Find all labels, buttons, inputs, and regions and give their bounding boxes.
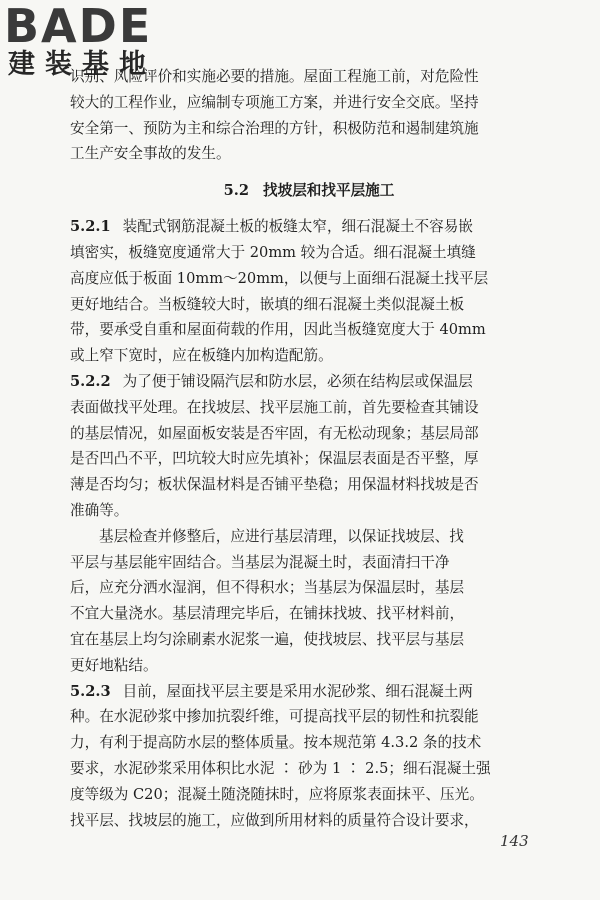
text-line: 表面做找平处理。在找坡层、找平层施工前，首先要检查其铺设 bbox=[70, 398, 479, 416]
text-line: 种。在水泥砂浆中掺加抗裂纤维，可提高找平层的韧性和抗裂能 bbox=[70, 708, 479, 726]
text-line: 带，要承受自重和屋面荷载的作用，因此当板缝宽度大于 40mm bbox=[70, 321, 486, 339]
page-number: 143 bbox=[500, 832, 529, 850]
text-line: 后，应充分洒水湿润，但不得积水；当基层为保温层时，基层 bbox=[70, 579, 465, 597]
text-line: 的基层情况，如屋面板安装是否牢固，有无松动现象；基层局部 bbox=[70, 424, 479, 442]
intro-paragraph bbox=[70, 64, 548, 167]
text-line: 或上窄下宽时，应在板缝内加构造配筋。 bbox=[70, 347, 333, 365]
clause-number: 5.2.2 bbox=[70, 372, 111, 390]
text-line: 不宜大量浇水。基层清理完毕后，在铺抹找坡、找平材料前， bbox=[70, 605, 465, 623]
text-line: 力，有利于提高防水层的整体质量。按本规范第 4.3.2 条的技术 bbox=[70, 734, 482, 752]
text-line: 更好地粘结。 bbox=[70, 656, 158, 674]
text-line: 填密实，板缝宽度通常大于 20mm 较为合适。细石混凝土填缝 bbox=[70, 243, 476, 261]
logo-subtitle: 建装基地 bbox=[8, 49, 156, 80]
clause-5-2-2 bbox=[70, 369, 548, 679]
text-line: 更好地结合。当板缝较大时，嵌填的细石混凝土类似混凝土板 bbox=[70, 295, 465, 313]
text-line: 基层检查并修整后，应进行基层清理，以保证找坡层、找 bbox=[99, 527, 464, 545]
page-content bbox=[70, 64, 548, 833]
clause-5-2-3 bbox=[70, 679, 548, 834]
text-line: 要求，水泥砂浆采用体积比水泥 ∶ 砂为 1 ∶ 2.5；细石混凝土强 bbox=[70, 759, 491, 777]
text-line: 目前，屋面找平层主要是采用水泥砂浆、细石混凝土两 bbox=[122, 682, 473, 700]
section-title: 找坡层和找平层施工 bbox=[263, 182, 395, 200]
text-line: 安全第一、预防为主和综合治理的方针，积极防范和遏制建筑施 bbox=[70, 119, 479, 137]
text-line: 识别、风险评价和实施必要的措施。屋面工程施工前，对危险性 bbox=[70, 68, 479, 85]
section-heading bbox=[70, 167, 548, 214]
text-line: 装配式钢筋混凝土板的板缝太窄，细石混凝土不容易嵌 bbox=[122, 218, 473, 236]
clause-5-2-1 bbox=[70, 214, 548, 369]
text-line: 薄是否均匀；板状保温材料是否铺平垫稳；用保温材料找坡是否 bbox=[70, 476, 479, 494]
text-line: 高度应低于板面 10mm～20mm，以便与上面细石混凝土找平层 bbox=[70, 269, 489, 287]
text-line: 为了便于铺设隔汽层和防水层，必须在结构层或保温层 bbox=[122, 372, 473, 390]
section-number: 5.2 bbox=[223, 182, 250, 200]
clause-number: 5.2.3 bbox=[70, 682, 111, 700]
text-line: 找平层、找坡层的施工，应做到所用材料的质量符合设计要求， bbox=[70, 811, 479, 829]
clause-number: 5.2.1 bbox=[70, 218, 111, 236]
text-line: 平层与基层能牢固结合。当基层为混凝土时，表面清扫干净 bbox=[70, 553, 450, 571]
text-line: 度等级为 C20；混凝土随浇随抹时，应将原浆表面抹平、压光。 bbox=[70, 785, 484, 803]
text-line: 是否凹凸不平，凹坑较大时应先填补；保温层表面是否平整，厚 bbox=[70, 450, 479, 468]
logo-wordmark: BADE bbox=[4, 0, 153, 53]
text-line: 较大的工程作业，应编制专项施工方案，并进行安全交底。坚持 bbox=[70, 93, 479, 111]
text-line: 宜在基层上均匀涂刷素水泥浆一遍，使找坡层、找平层与基层 bbox=[70, 630, 465, 648]
text-line: 工生产安全事故的发生。 bbox=[70, 145, 231, 163]
text-line: 准确等。 bbox=[70, 501, 129, 519]
